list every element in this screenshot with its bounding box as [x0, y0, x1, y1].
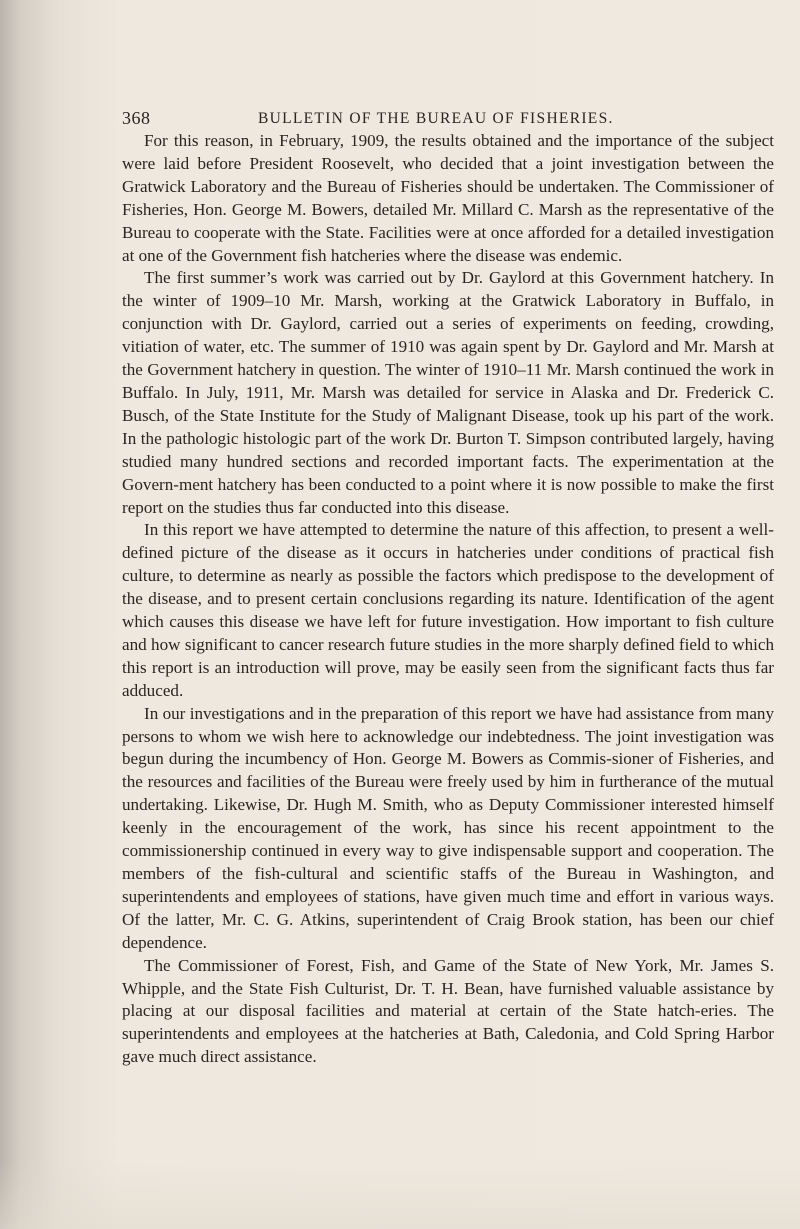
body-text: [122, 130, 774, 1069]
paragraph: For this reason, in February, 1909, the results obtained and the importance of the subject were laid before President Roosevelt, who decided that a joint investigation between the Gratwick Laboratory and the Bureau of Fisheries should be undertaken. The Commissioner of Fisheries, Hon. George M. Bowers, detailed Mr. Millard C. Marsh as the representative of the Bureau to cooperate with the State. Facilities were at once afforded for a detailed investigation at one of the Government fish hatcheries where the disease was endemic.: [122, 131, 774, 265]
page-number: 368: [122, 108, 151, 128]
paragraph: The Commissioner of Forest, Fish, and Game of the State of New York, Mr. James S. Whipple, and the State Fish Culturist, Dr. T. H. Bean, have furnished valuable assistance by placing at our disposal facilities and material at certain of the State hatch-eries. The superintendents and employees at the hatcheries at Bath, Caledonia, and Cold Spring Harbor gave much direct assistance.: [122, 955, 774, 1067]
paragraph: In this report we have attempted to determine the nature of this affection, to present a well-defined picture of the disease as it occurs in hatcheries under conditions of practical fish culture, to determine as nearly as possible the factors which predispose to the development of the disease, and to present certain conclusions regarding its nature. Identification of the agent which causes this disease we have left for future investigation. How important to fish culture and how significant to cancer research future studies in the more sharply defined field to which this report is an introduction will prove, may be easily seen from the significant facts thus far adduced.: [122, 520, 774, 700]
journal-title: BULLETIN OF THE BUREAU OF FISHERIES.: [258, 110, 614, 127]
paragraph: In our investigations and in the preparation of this report we have had assistance from many persons to whom we wish here to acknowledge our indebtedness. The joint investigation was begun during the incumbency of Hon. George M. Bowers as Commis-sioner of Fisheries, and the resources and facilities of the Bureau were freely used by him in furtherance of the mutual undertaking. Likewise, Dr. Hugh M. Smith, who as Deputy Commissioner interested himself keenly in the encouragement of the work, has since his recent appointment to the commissionership continued in every way to give indispensable support and cooperation. The members of the fish-cultural and scientific staffs of the Bureau in Washington, and superintendents and employees of stations, have given much time and effort in various ways. Of the latter, Mr. C. G. Atkins, superintendent of Craig Brook station, has been our chief dependence.: [122, 703, 774, 952]
running-head: [122, 108, 722, 130]
page-bottom-shading: [0, 1159, 800, 1229]
paragraph: The first summer’s work was carried out by Dr. Gaylord at this Government hatchery. In the winter of 1909–10 Mr. Marsh, working at the Gratwick Laboratory in Buffalo, in conjunction with Dr. Gaylord, carried out a series of experiments on feeding, crowding, vitiation of water, etc. The summer of 1910 was again spent by Dr. Gaylord and Mr. Marsh at the Government hatchery in question. The winter of 1910–11 Mr. Marsh continued the work in Buffalo. In July, 1911, Mr. Marsh was detailed for service in Alaska and Dr. Frederick C. Busch, of the State Institute for the Study of Malignant Disease, took up his part of the work. In the pathologic histologic part of the work Dr. Burton T. Simpson contributed largely, having studied many hundred sections and recorded important facts. The experimentation at the Govern-ment hatchery has been conducted to a point where it is now possible to make the first report on the studies thus far conducted into this disease.: [122, 268, 774, 517]
